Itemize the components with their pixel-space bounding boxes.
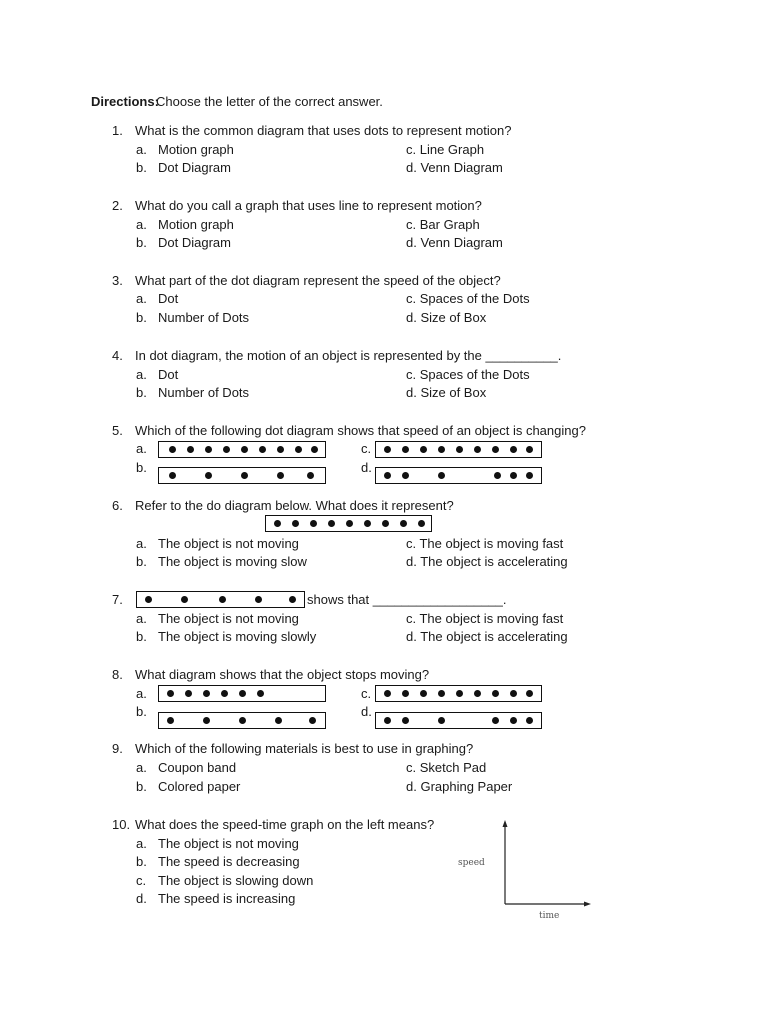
dot <box>384 446 391 453</box>
option-text: The object is not moving <box>158 836 299 851</box>
option-letter: b. <box>136 160 147 175</box>
dot <box>382 520 389 527</box>
dot <box>277 446 284 453</box>
option-letter: a. <box>136 536 147 551</box>
dot-diagram-5b <box>158 467 326 484</box>
option-text: c. Line Graph <box>406 142 485 157</box>
dot <box>492 717 499 724</box>
dot-diagram-5d <box>375 467 542 484</box>
dot <box>257 690 264 697</box>
option-letter: a. <box>136 142 147 157</box>
dot-diagram-8a <box>158 685 326 702</box>
option-text: d. Size of Box <box>406 385 487 400</box>
dot <box>309 717 316 724</box>
dot <box>205 446 212 453</box>
option-text: Dot <box>158 367 179 382</box>
option-text: c. Spaces of the Dots <box>406 291 530 306</box>
dot <box>187 446 194 453</box>
dot-diagram-8b <box>158 712 326 729</box>
dot <box>526 690 533 697</box>
dot <box>277 472 284 479</box>
dot <box>474 690 481 697</box>
dot <box>221 690 228 697</box>
option-text: d. Venn Diagram <box>406 160 503 175</box>
option-letter: b. <box>136 310 147 325</box>
question-text: What part of the dot diagram represent the speed of the object? <box>135 273 501 288</box>
dot <box>510 446 517 453</box>
dot <box>526 446 533 453</box>
option-text: The object is moving slow <box>158 554 307 569</box>
dot <box>384 690 391 697</box>
dot <box>203 690 210 697</box>
dot <box>181 596 188 603</box>
option-letter: b. <box>136 460 147 475</box>
dot <box>492 690 499 697</box>
question-text: What do you call a graph that uses line to represent motion? <box>135 198 482 213</box>
dot <box>145 596 152 603</box>
option-letter: b. <box>136 385 147 400</box>
option-text: d. The object is accelerating <box>406 629 568 644</box>
option-text: c. Spaces of the Dots <box>406 367 530 382</box>
dot <box>307 472 314 479</box>
option-letter: b. <box>136 554 147 569</box>
question-text: Refer to the do diagram below. What does it represent? <box>135 498 454 513</box>
dot <box>203 717 210 724</box>
dot <box>418 520 425 527</box>
dot <box>494 472 501 479</box>
question-number: 5. <box>112 423 123 438</box>
dot <box>438 717 445 724</box>
option-text: c. Bar Graph <box>406 217 480 232</box>
question-number: 7. <box>112 592 123 607</box>
dot <box>223 446 230 453</box>
dot <box>275 717 282 724</box>
option-letter: b. <box>136 704 147 719</box>
dot <box>402 717 409 724</box>
dot <box>185 690 192 697</box>
dot <box>456 690 463 697</box>
graph-y-label: speed <box>458 858 485 868</box>
option-letter: b. <box>136 629 147 644</box>
option-letter: a. <box>136 686 147 701</box>
dot <box>295 446 302 453</box>
y-axis-arrow <box>503 820 508 827</box>
option-text: The object is slowing down <box>158 873 314 888</box>
speed-time-graph <box>495 818 595 910</box>
dot-diagram-7 <box>136 591 305 608</box>
dot-diagram-8c <box>375 685 542 702</box>
dot <box>167 717 174 724</box>
option-letter: a. <box>136 441 147 456</box>
dot <box>420 690 427 697</box>
option-letter: d. <box>136 891 147 906</box>
dot-diagram-6 <box>265 515 432 532</box>
dot <box>510 472 517 479</box>
question-text: What is the common diagram that uses dots to represent motion? <box>135 123 512 138</box>
option-text: The object is not moving <box>158 536 299 551</box>
dot-diagram-5a <box>158 441 326 458</box>
option-letter: a. <box>136 291 147 306</box>
dot <box>492 446 499 453</box>
question-number: 9. <box>112 741 123 756</box>
option-letter: a. <box>136 217 147 232</box>
option-letter: c. <box>361 686 372 701</box>
dot-diagram-8d <box>375 712 542 729</box>
dot <box>384 717 391 724</box>
dot <box>456 446 463 453</box>
question-number: 4. <box>112 348 123 363</box>
question-number: 1. <box>112 123 123 138</box>
option-text: Dot <box>158 291 179 306</box>
option-text: Dot Diagram <box>158 160 231 175</box>
option-text: c. The object is moving fast <box>406 611 564 626</box>
dot <box>310 520 317 527</box>
question-text: What does the speed-time graph on the left means? <box>135 817 435 832</box>
dot <box>328 520 335 527</box>
dot <box>167 690 174 697</box>
question-number: 8. <box>112 667 123 682</box>
dot <box>510 717 517 724</box>
option-text: c. Sketch Pad <box>406 760 487 775</box>
dot <box>526 717 533 724</box>
question-number: 2. <box>112 198 123 213</box>
dot <box>239 717 246 724</box>
question-text: Which of the following dot diagram shows that speed of an object is changing? <box>135 423 586 438</box>
dot <box>241 472 248 479</box>
option-text: d. Size of Box <box>406 310 487 325</box>
directions-text: Choose the letter of the correct answer. <box>156 94 383 109</box>
option-text: Number of Dots <box>158 385 250 400</box>
dot <box>289 596 296 603</box>
option-text: Colored paper <box>158 779 241 794</box>
dot <box>438 472 445 479</box>
dot <box>219 596 226 603</box>
option-text: Motion graph <box>158 217 234 232</box>
dot <box>311 446 318 453</box>
dot <box>438 690 445 697</box>
option-text: d. The object is accelerating <box>406 554 568 569</box>
dot <box>438 446 445 453</box>
dot <box>169 446 176 453</box>
option-text: The speed is decreasing <box>158 854 300 869</box>
option-text: Motion graph <box>158 142 234 157</box>
option-letter: b. <box>136 235 147 250</box>
dot <box>255 596 262 603</box>
dot <box>205 472 212 479</box>
question-number: 6. <box>112 498 123 513</box>
option-letter: d. <box>361 704 372 719</box>
option-letter: a. <box>136 836 147 851</box>
option-text: d. Venn Diagram <box>406 235 503 250</box>
question-number: 3. <box>112 273 123 288</box>
option-letter: b. <box>136 779 147 794</box>
option-text: Dot Diagram <box>158 235 231 250</box>
graph-x-label: time <box>539 911 560 921</box>
x-axis-arrow <box>584 902 591 907</box>
dot <box>384 472 391 479</box>
dot <box>259 446 266 453</box>
option-letter: a. <box>136 760 147 775</box>
dot <box>402 472 409 479</box>
option-text: Coupon band <box>158 760 237 775</box>
dot <box>402 446 409 453</box>
dot <box>526 472 533 479</box>
dot <box>169 472 176 479</box>
dot <box>274 520 281 527</box>
question-text: What diagram shows that the object stops moving? <box>135 667 430 682</box>
directions-label: Directions: <box>91 94 159 109</box>
dot <box>241 446 248 453</box>
question-text: Which of the following materials is best to use in graphing? <box>135 741 474 756</box>
dot <box>474 446 481 453</box>
option-letter: d. <box>361 460 372 475</box>
dot <box>510 690 517 697</box>
option-text: d. Graphing Paper <box>406 779 513 794</box>
question-number: 10. <box>112 817 131 832</box>
dot <box>420 446 427 453</box>
option-letter: c. <box>136 873 147 888</box>
question-text: In dot diagram, the motion of an object is represented by the __________. <box>135 348 562 363</box>
option-text: Number of Dots <box>158 310 250 325</box>
option-text: The object is not moving <box>158 611 299 626</box>
dot <box>402 690 409 697</box>
dot <box>364 520 371 527</box>
option-text: The object is moving slowly <box>158 629 317 644</box>
dot <box>346 520 353 527</box>
option-text: The speed is increasing <box>158 891 296 906</box>
option-letter: b. <box>136 854 147 869</box>
option-text: c. The object is moving fast <box>406 536 564 551</box>
option-letter: a. <box>136 367 147 382</box>
dot-diagram-5c <box>375 441 542 458</box>
question-text: shows that __________________. <box>307 592 507 607</box>
option-letter: c. <box>361 441 372 456</box>
dot <box>292 520 299 527</box>
dot <box>400 520 407 527</box>
option-letter: a. <box>136 611 147 626</box>
dot <box>239 690 246 697</box>
